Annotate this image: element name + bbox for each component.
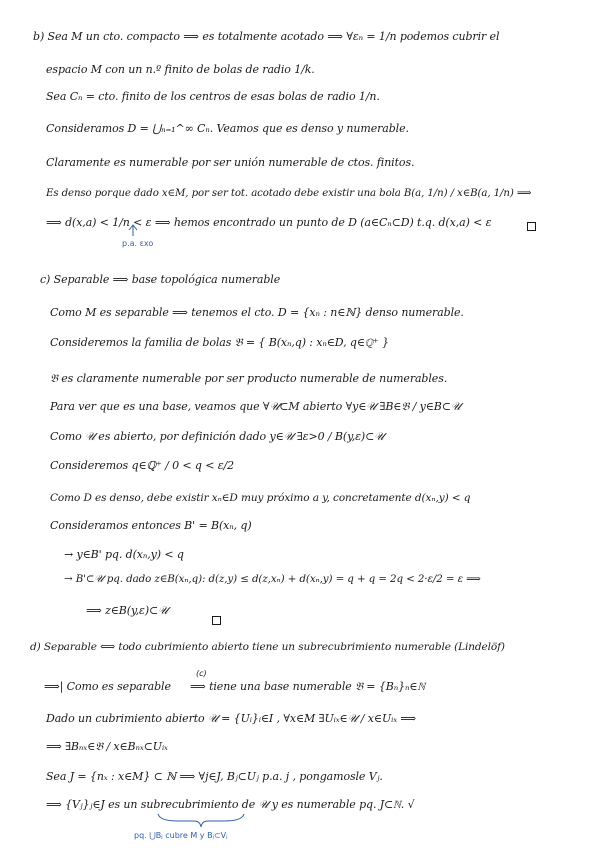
section-d-margin-annotation: pq. ⋃Bⱼ cubre M y Bⱼ⊂Vⱼ (134, 831, 228, 840)
section-c-line-3: Consideremos la familia de bolas 𝔅 = { B(xₙ,q) : xₙ∈D, q∈ℚ⁺ } (50, 336, 389, 349)
section-c-heading: c) Separable ⟹ base topológica numerable (40, 273, 281, 286)
section-b-margin-annotation: p.a. εxo (122, 239, 154, 248)
section-d-reference-c: (c) (196, 669, 207, 678)
section-d-line-4: ⟹ ∃Bₙₓ∈𝔅 / x∈Bₙₓ⊂Uᵢₓ (46, 740, 168, 753)
section-c-line-8: Como D es denso, debe existir xₙ∈D muy próximo a y, concretamente d(xₙ,y) < q (50, 492, 471, 504)
section-c-line-11: → B'⊂𝒰 pq. dado z∈B(xₙ,q): d(z,y) ≤ d(z,xₙ) + d(xₙ,y) = q + q = 2q < 2·ε/2 = ε ⟹ (64, 573, 481, 585)
section-b-line-1: b) Sea M un cto. compacto ⟹ es totalmente acotado ⟹ ∀εₙ = 1/n podemos cubrir el (33, 30, 500, 43)
section-b-line-4: Consideramos D = ⋃ₙ₌₁^∞ Cₙ. Veamos que es denso y numerable. (46, 122, 409, 135)
section-d-direction-arrow: ⟹| Como es separable (44, 680, 171, 693)
section-c-line-2: Como M es separable ⟹ tenemos el cto. D = {xₙ : n∈ℕ} denso numerable. (50, 306, 464, 319)
underbrace (158, 814, 244, 827)
section-d-heading: d) Separable ⟺ todo cubrimiento abierto tiene un subrecubrimiento numerable (Lindelöf) (30, 641, 505, 653)
section-b-line-2: espacio M con un n.º finito de bolas de radio 1/k. (46, 63, 315, 76)
section-b-line-6: Es denso porque dado x∈M, por ser tot. acotado debe existir una bola B(a, 1/n) / x∈B(a, 1/n) ⟹ (46, 188, 532, 199)
section-d-line-3: Dado un cubrimiento abierto 𝒰 = {Uᵢ}ᵢ∈I , ∀x∈M ∃Uᵢₓ∈𝒰 / x∈Uᵢₓ ⟹ (46, 712, 417, 725)
section-d-line-2: ⟹ tiene una base numerable 𝔅 = {Bₙ}ₙ∈ℕ (190, 680, 425, 693)
annotation-arrow (129, 225, 137, 236)
section-b-line-7: ⟹ d(x,a) < 1/n < ε ⟹ hemos encontrado un punto de D (a∈Cₙ⊂D) t.q. d(x,a) < ε (46, 216, 492, 229)
section-c-line-5: Para ver que es una base, veamos que ∀𝒰⊂M abierto ∀y∈𝒰 ∃B∈𝔅 / y∈B⊂𝒰 (50, 400, 461, 413)
section-d-line-5: Sea J = {nₓ : x∈M} ⊂ ℕ ⟹ ∀j∈J, Bⱼ⊂Uⱼ p.a. j , pongamosle Vⱼ. (46, 770, 383, 783)
section-b-line-5: Claramente es numerable por ser unión numerable de ctos. finitos. (46, 156, 415, 169)
section-c-line-6: Como 𝒰 es abierto, por definición dado y∈𝒰 ∃ε>0 / B(y,ε)⊂𝒰 (50, 430, 385, 443)
section-b-line-3: Sea Cₙ = cto. finito de los centros de esas bolas de radio 1/n. (46, 90, 380, 103)
section-c-line-10: → y∈B' pq. d(xₙ,y) < q (64, 548, 184, 561)
section-c-line-4: 𝔅 es claramente numerable por ser producto numerable de numerables. (50, 372, 448, 385)
section-c-line-7: Consideremos q∈ℚ⁺ / 0 < q < ε/2 (50, 459, 235, 472)
section-c-line-12: ⟹ z∈B(y,ε)⊂𝒰 (86, 604, 168, 617)
section-d-line-6: ⟹ {Vⱼ}ⱼ∈J es un subrecubrimiento de 𝒰 y es numerable pq. J⊂ℕ. √ (46, 798, 415, 811)
section-c-line-9: Consideramos entonces B' = B(xₙ, q) (50, 519, 252, 532)
